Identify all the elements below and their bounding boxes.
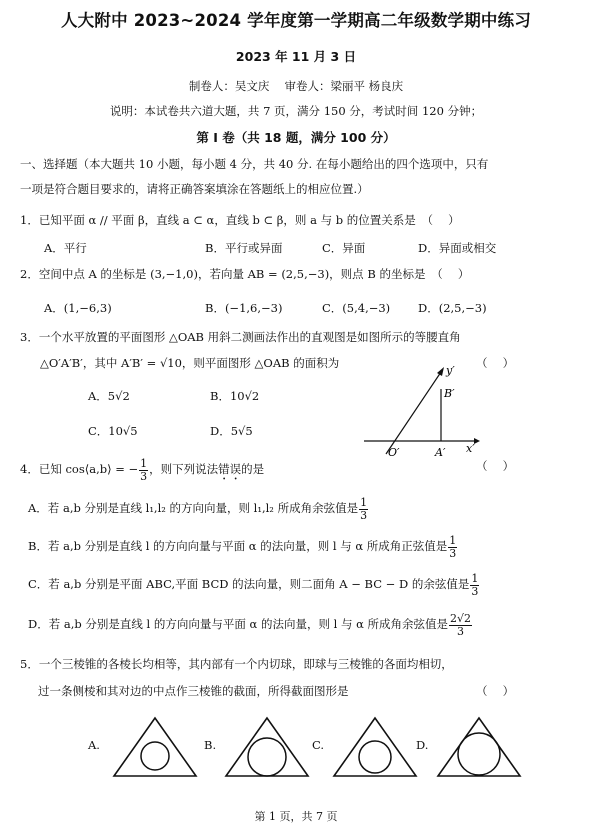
fraction-denominator: 3 bbox=[457, 624, 465, 638]
q4-option-b-text: B．若 a,b 分别是直线 l 的方向向量与平面 α 的法向量，则 l 与 α 所成角正弦值是 bbox=[28, 539, 448, 553]
triangle-shape bbox=[334, 718, 416, 776]
fraction-numerator: 2√2 bbox=[450, 611, 472, 625]
q4-option-d bbox=[28, 611, 473, 638]
q5-option-c-figure bbox=[330, 716, 420, 778]
q4-option-c-text: C．若 a,b 分别是平面 ABC,平面 BCD 的法向量，则二面角 A − BC − D 的余弦值是 bbox=[28, 577, 470, 591]
volume-heading: 第 I 卷（共 18 题，满分 100 分） bbox=[196, 130, 396, 145]
label-b-prime: B′ bbox=[444, 387, 455, 400]
q4-option-a bbox=[28, 495, 369, 522]
q1-stem: 1．已知平面 α // 平面 β，直线 a ⊂ α，直线 b ⊂ β，则 a 与 b 的位置关系是 （ ） bbox=[20, 213, 460, 227]
q4-option-d-fraction bbox=[449, 613, 472, 638]
q4-option-c-fraction bbox=[470, 573, 479, 598]
q2-option-d: D．(2,5,−3) bbox=[418, 301, 487, 315]
circle-shape bbox=[248, 738, 286, 776]
q3-option-c: C．10√5 bbox=[88, 424, 138, 438]
label-x-prime: x′ bbox=[466, 442, 475, 455]
fraction-denominator: 3 bbox=[449, 546, 457, 560]
circle-shape bbox=[458, 733, 500, 775]
section1-line2: 一项是符合题目要求的，请将正确答案填涂在答题纸上的相应位置.） bbox=[20, 182, 369, 196]
label-a-prime: A′ bbox=[435, 446, 446, 459]
exam-title: 人大附中 2023~2024 学年度第一学期高二年级数学期中练习 bbox=[60, 11, 532, 30]
y-axis-arrow bbox=[437, 367, 444, 376]
q4-option-c bbox=[28, 571, 480, 598]
q5-paren: （ ） bbox=[476, 684, 515, 698]
q4-option-a-fraction bbox=[359, 497, 368, 522]
section1-line1: 一、选择题（本大题共 10 小题，每小题 4 分，共 40 分. 在每小题给出的四个选项中，只有 bbox=[20, 157, 489, 171]
triangle-shape bbox=[226, 718, 308, 776]
q4-stem-pre: 4．已知 cos⟨a,b⟩ = − bbox=[20, 462, 139, 476]
fraction-numerator: 1 bbox=[360, 495, 368, 509]
y-axis-line bbox=[386, 372, 441, 454]
q5-option-d-figure bbox=[434, 716, 524, 778]
exam-note: 说明：本试卷共六道大题，共 7 页，满分 150 分，考试时间 120 分钟； bbox=[109, 104, 483, 118]
q3-option-a: A．5√2 bbox=[88, 389, 130, 403]
exam-date: 2023 年 11 月 3 日 bbox=[235, 49, 357, 64]
q4-option-a-text: A．若 a,b 分别是直线 l₁,l₂ 的方向向量，则 l₁,l₂ 所成角余弦值是 bbox=[28, 501, 359, 515]
q3-line1: 3．一个水平放置的平面图形 △OAB 用斜二测画法作出的直观图是如图所示的等腰直角 bbox=[20, 330, 461, 344]
q3-line2: △O′A′B′，其中 A′B′ = √10，则平面图形 △OAB 的面积为 bbox=[40, 356, 340, 370]
q1-option-d: D．异面或相交 bbox=[418, 241, 497, 255]
q5-option-b-figure bbox=[222, 716, 312, 778]
q5-option-d-label: D. bbox=[416, 738, 429, 752]
page-footer: 第 1 页，共 7 页 bbox=[254, 810, 338, 823]
q5-option-c-label: C. bbox=[312, 738, 325, 752]
q1-option-b: B．平行或异面 bbox=[205, 241, 283, 255]
q3-paren: （ ） bbox=[476, 356, 515, 370]
q4-stem-emphasis: 错误 bbox=[218, 462, 242, 476]
q4-stem bbox=[20, 456, 264, 483]
exam-authors: 制卷人：吴文庆 审卷人：梁丽平 杨良庆 bbox=[188, 79, 404, 93]
q1-option-a: A．平行 bbox=[44, 241, 87, 255]
q5-option-a-figure bbox=[110, 716, 200, 778]
q3-option-d: D．5√5 bbox=[210, 424, 253, 438]
q5-line2: 过一条侧棱和其对边的中点作三棱锥的截面，所得截面图形是 bbox=[38, 684, 349, 698]
fraction-denominator: 3 bbox=[140, 469, 148, 483]
q1-option-c: C．异面 bbox=[322, 241, 366, 255]
label-y-prime: y′ bbox=[446, 364, 455, 377]
q4-option-b bbox=[28, 533, 458, 560]
q5-line1: 5．一个三棱锥的各棱长均相等，其内部有一个内切球，即球与三棱锥的各面均相切， bbox=[20, 657, 453, 671]
q4-stem-fraction bbox=[139, 458, 148, 483]
q4-stem-post-a: ，则下列说法 bbox=[149, 462, 219, 476]
q5-option-a-label: A. bbox=[88, 738, 100, 752]
fraction-numerator: 1 bbox=[471, 571, 479, 585]
q4-option-d-text: D．若 a,b 分别是直线 l 的方向向量与平面 α 的法向量，则 l 与 α 所成角余弦值是 bbox=[28, 617, 449, 631]
fraction-numerator: 1 bbox=[449, 533, 457, 547]
q4-stem-post-b: 的是 bbox=[241, 462, 265, 476]
triangle-shape bbox=[114, 718, 196, 776]
label-o-prime: O′ bbox=[388, 446, 400, 459]
q2-option-a: A．(1,−6,3) bbox=[44, 301, 112, 315]
q2-option-c: C．(5,4,−3) bbox=[322, 301, 391, 315]
fraction-numerator: 1 bbox=[140, 456, 148, 470]
fraction-denominator: 3 bbox=[360, 508, 368, 522]
q3-option-b: B．10√2 bbox=[210, 389, 260, 403]
circle-shape bbox=[359, 741, 391, 773]
x-axis-arrow bbox=[474, 438, 480, 444]
q3-oblique-figure bbox=[358, 362, 482, 460]
q4-option-b-fraction bbox=[448, 535, 457, 560]
triangle-shape bbox=[438, 718, 520, 776]
fraction-denominator: 3 bbox=[471, 584, 479, 598]
q4-paren: （ ） bbox=[476, 459, 515, 473]
q2-option-b: B．(−1,6,−3) bbox=[205, 301, 283, 315]
q2-stem: 2．空间中点 A 的坐标是 (3,−1,0)，若向量 AB = (2,5,−3)，则点 B 的坐标是 （ ） bbox=[20, 267, 470, 281]
q5-option-b-label: B. bbox=[204, 738, 217, 752]
circle-shape bbox=[141, 742, 169, 770]
